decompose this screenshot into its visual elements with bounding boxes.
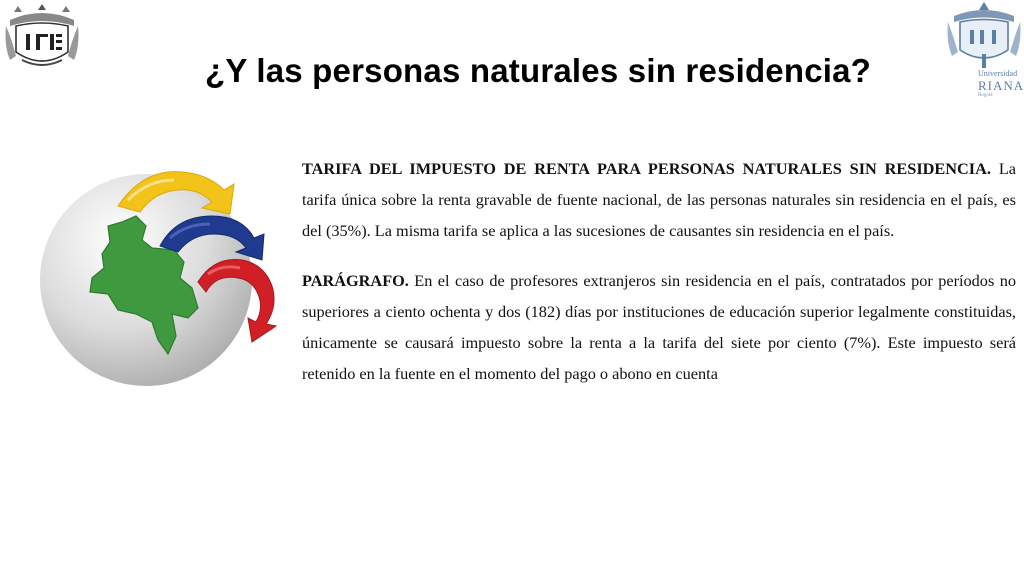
paragraph-tarifa-heading: TARIFA DEL IMPUESTO DE RENTA PARA PERSONAS NATURALES SIN RESIDENCIA.	[302, 159, 991, 178]
university-city: Bogotá	[978, 93, 993, 98]
paragraph-paragrafo	[302, 265, 1016, 389]
crest-shield-icon	[944, 0, 1024, 70]
paragraph-tarifa	[302, 153, 1016, 246]
paragraph-paragrafo-heading: PARÁGRAFO.	[302, 271, 409, 290]
paragraph-tarifa-body: La tarifa única sobre la renta gravable de fuente nacional, de las personas naturales sin residencia en el país, es del (35%). La misma tarifa se aplica a las sucesiones de causantes sin residencia en el país.	[302, 159, 1016, 240]
colombia-globe-icon	[34, 140, 284, 390]
content-body	[302, 153, 1016, 408]
university-wordmark	[978, 70, 1024, 98]
slide-title: ¿Y las personas naturales sin residencia?	[205, 52, 872, 89]
paragraph-paragrafo-body: En el caso de profesores extranjeros sin residencia en el país, contratados por períodos no superiores a ciento ochenta y dos (182) días por instituciones de educación superior legalmente constituidas, únicamente se causará impuesto sobre la renta a la tarifa del siete por ciento (7%). Este impuesto será retenido en la fuente en el momento del pago o abono en cuenta	[302, 271, 1016, 383]
crest-left-logo	[2, 0, 82, 72]
university-label: Universidad	[978, 69, 1018, 78]
crest-right-logo	[944, 0, 1024, 104]
university-name: RIANA	[978, 78, 1024, 93]
